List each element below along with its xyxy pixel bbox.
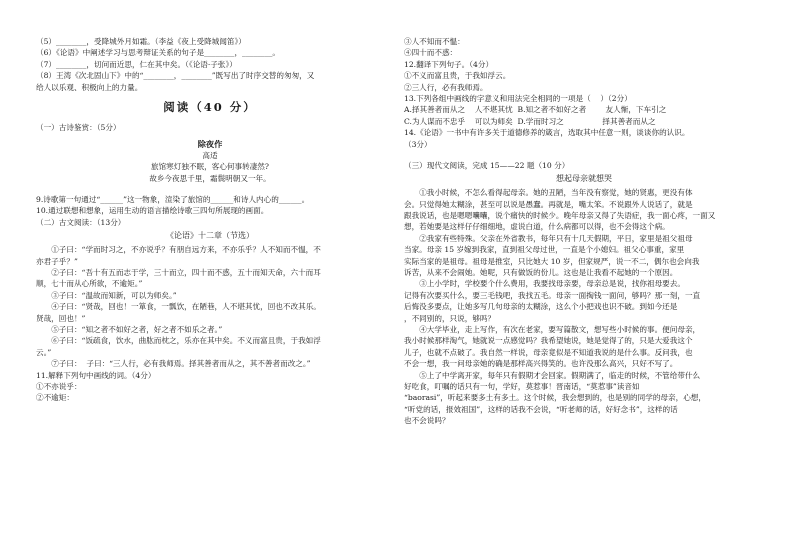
question-9: 9.诗歌第一句通过“______”这一物象，渲染了旅馆的______和诗人内心的______。: [36, 195, 310, 205]
question-6: （6）《论语》中阐述学习与思考辩证关系的句子是________，________。: [36, 48, 281, 58]
question-11: 11.解释下列句中画线的词。（4分）: [36, 370, 156, 380]
question-14-score: （3分）: [404, 139, 432, 149]
modern-line: ④大学毕业，走上写作，有次在老家，要写篇散文，想写些小时候的事。便问母亲，: [419, 324, 701, 334]
classic-line: ②子曰：“吾十有五而志于学，三十而立，四十而不惑，五十而知天命，六十而耳: [51, 268, 321, 278]
modern-line: 后悔没多要点，让她多写几句母亲的太糊涂，这么个小把戏也识不破。到如今还是: [404, 302, 678, 312]
question-10: 10.通过联想和想象，运用生动的语言描绘诗歌三四句所展现的画面。: [36, 206, 269, 216]
modern-line: ，不同别的，只说，够吗？: [404, 313, 496, 323]
modern-line: 跟我说话，也是嗯嗯囔囔，说个痛快的时候少。晚年母亲又得了失语症，我一面心疼，一面又: [404, 211, 716, 221]
modern-line: 诉苦，从来不会闹她。她呢，只有做饭的份儿。这也是让我看不起她的一个原因。: [404, 268, 678, 278]
modern-line: 当家。母亲 15 岁嫁到我家，直到祖父母过世，一直是个小媳妇。祖父心事重，家里: [404, 245, 685, 255]
poem-line-2: 故乡今夜思千里，霜鬓明朝又一年。: [149, 173, 271, 183]
classic-line: ⑥子曰：“饭疏食，饮水，曲肱而枕之，乐亦在其中矣。不义而富且贵，于我如浮: [51, 336, 321, 346]
poem-section-heading: （一）古诗鉴赏：（5分）: [36, 123, 121, 133]
question-13-options-ab: A.择其善者而从之 人不堪其忧 B.知之者不如好之者 友人惭，下车引之: [404, 105, 667, 115]
question-13-options-cd: C.为人谋而不忠乎 可以为师矣 D.学而时习之 择其善者而从之: [404, 116, 656, 126]
classic-title: 《论语》十二章（节选）: [166, 231, 254, 241]
question-11-item-2: ②不逾矩：: [36, 393, 74, 403]
modern-line: 我小时候那样淘气，她就说一点感觉吗？我希望她说，她是觉得了的，只是大爱我这个: [404, 336, 693, 346]
right-column: [404, 36, 764, 427]
classic-line: ⑦子曰： 子曰：“三人行，必有我师焉。择其善者而从之，其不善者而改之。”: [51, 359, 311, 369]
classic-line: 顺，七十而从心所欲，不逾矩。”: [36, 279, 143, 289]
modern-line: 记得有次要买什么，要三毛钱吧，我找五毛。母亲一面掏钱一面问，够吗？那一刻，一直: [404, 290, 701, 300]
modern-line: 也不会说吗？: [404, 416, 450, 426]
classic-line: ④子曰：“贤哉，回也！一箪食，一瓢饮，在陋巷，人不堪其忧，回也不改其乐。: [51, 302, 321, 312]
modern-title: 想起母亲就想哭: [556, 174, 612, 184]
question-14: 14.《论语》一书中有许多关于道德修养的箴言，选取其中任意一则，谈谈你的认识。: [404, 128, 690, 138]
modern-line: 想，若她要是这样仔仔细细地，虚说白道，什么病都可以得，也不会得这个病。: [404, 222, 670, 232]
question-8-line1: （8）王湾《次北固山下》中的“________，________”既写出了时序交替的匆匆，又: [36, 71, 315, 81]
question-5: （5）________，受降城外月如霜。（李益《夜上受降城闻笛》）: [36, 37, 246, 46]
modern-line: 实际当家的是祖母。祖母是推室，只比她大 10 岁，但家规严，说一不二，偶尔也会向我: [404, 256, 700, 266]
modern-line: ①我小时候，不怎么看得起母亲。她的丑陋，当年没有察觉，她的贤惠，更没有体: [419, 188, 693, 198]
question-8-line2: 给人以乐观、积极向上的力量。: [36, 82, 143, 92]
modern-line: 会。只觉得她太糊涂，甚至可以说是愚蠢。再就是，嘴太笨。不说跟外人说话了，就是: [404, 199, 693, 209]
question-11-item-1: ①不亦说乎：: [36, 381, 82, 391]
modern-line: 儿子，也就不点破了。我自然一样说，母亲竟似是不知道我说的是什么事。反问我，也: [404, 347, 693, 357]
classic-section-heading: （二）古文阅读：（13分）: [36, 217, 126, 227]
modern-line: ⑤上了中学离开家，每年只有假期才会回家。假期满了，临走的时候，不管给带什么: [419, 370, 701, 380]
modern-line: “baorasi”，听起来要多土有多土。这个时候，我会想到的，也是别的同学的母亲，心想，: [404, 393, 706, 403]
question-12-item-2: ②三人行，必有我师焉。: [404, 82, 488, 92]
classic-line: 贤哉，回也！”: [36, 313, 86, 323]
poem-title: 除夜作: [197, 138, 223, 149]
classic-line: ③子曰：“温故而知新，可以为师矣。”: [51, 290, 177, 300]
poem-line-1: 旅馆寒灯独不眠，客心何事转凄然?: [151, 162, 269, 172]
modern-line: 不会一想，我一问母亲她的确是那样高兴得笑的。也许没那么高兴，只好不写了。: [404, 359, 678, 369]
question-11-item-4: ④四十而不惑：: [404, 48, 458, 58]
question-12: 12.翻译下列句子。（4分）: [404, 59, 494, 69]
modern-section-heading: （三）现代文阅读，完成 15——22 题（10 分）: [404, 160, 570, 170]
classic-line: ①子曰：“学而时习之，不亦说乎？有朋自远方来，不亦乐乎？人不知而不愠，不: [51, 245, 321, 255]
modern-line: 好吃食，叮嘱的话只有一句，学好，莫惹事！晋南话，“莫惹事”读音如: [404, 381, 640, 391]
question-7: （7）________，切问而近思，仁在其中矣。（《论语·子张》）: [36, 59, 237, 69]
classic-line: 亦君子乎？”: [36, 256, 78, 266]
left-column: [36, 36, 384, 404]
classic-line: ⑤子曰：“知之者不如好之者，好之者不如乐之者。”: [51, 324, 223, 334]
modern-line: ②我家有些特殊。父亲在外省教书，每年只有十几天假期，平日，家里是祖父祖母: [419, 233, 693, 243]
question-12-item-1: ①不义而富且贵，于我如浮云。: [404, 71, 511, 81]
classic-line: 云。”: [36, 347, 52, 357]
question-13: 13.下列各组中画线的字意义和用法完全相同的一项是（ ）（2分）: [404, 93, 632, 103]
modern-line: ③上小学时，学校要个什么费用，我要找母亲要，母亲总是说，找你祖母要去。: [419, 279, 685, 289]
question-11-item-3: ③人不知而不愠：: [404, 37, 465, 46]
poem-author: 高适: [202, 150, 218, 160]
reading-section-title: 阅读（40 分）: [163, 99, 257, 114]
modern-line: “听党的话，报效祖国”，这样的话我不会说，“听老师的话，好好念书”，这样的话: [404, 404, 678, 414]
